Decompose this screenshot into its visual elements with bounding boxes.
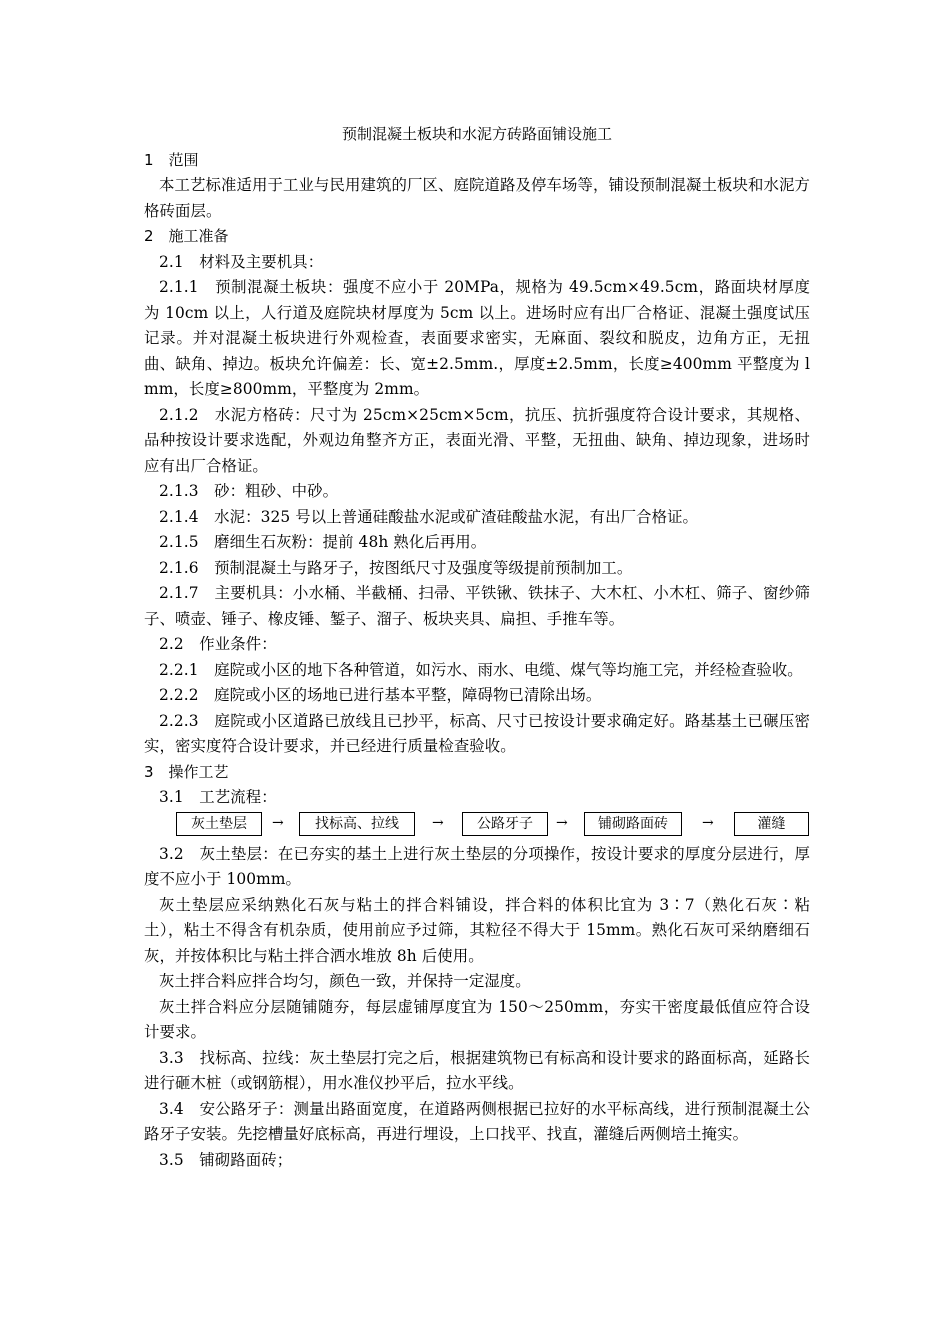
section-2-heading: 2 施工准备 [144, 227, 229, 245]
item-3-2: 3.2 灰土垫层：在已夯实的基土上进行灰土垫层的分项操作，按设计要求的厚度分层进行，厚度不应小于 100mm。 [144, 844, 810, 888]
subsection-2-2-heading: 2.2 作业条件： [159, 635, 277, 653]
subsection-3-1-heading: 3.1 工艺流程： [159, 788, 277, 806]
item-2-1-5: 2.1.5 磨细生石灰粉：提前 48h 熟化后再用。 [159, 533, 487, 551]
section-1-heading: 1 范围 [144, 150, 199, 169]
flow-arrow: → [556, 814, 568, 831]
item-2-2-2: 2.2.2 庭院或小区的场地已进行基本平整，障碍物已清除出场。 [159, 686, 602, 704]
flow-step-box: 铺砌路面砖 [584, 812, 682, 836]
item-2-1-6: 2.1.6 预制混凝土与路牙子，按图纸尺寸及强度等级提前预制加工。 [159, 558, 633, 577]
subsection-2-1-heading: 2.1 材料及主要机具： [159, 252, 324, 271]
item-2-1-2: 2.1.2 水泥方格砖：尺寸为 25cm×25cm×5cm，抗压、抗折强度符合设计要求，其规格、品种按设计要求选配，外观边角整齐方正，表面光滑、平整，无扭曲、缺角、掉边现象，进场时应有出厂合格证。 [144, 405, 810, 475]
document-title: 预制混凝土板块和水泥方砖路面铺设施工 [341, 125, 612, 143]
flow-step-box: 公路牙子 [462, 812, 548, 836]
section-3-heading: 3 操作工艺 [144, 762, 229, 781]
item-3-4: 3.4 安公路牙子：测量出路面宽度，在道路两侧根据已拉好的水平标高线，进行预制混凝土公路牙子安装。先挖槽量好底标高，再进行埋设，上口找平、找直，灌缝后两侧培土掩实。 [144, 1099, 810, 1143]
flow-step-box: 灰土垫层 [176, 812, 262, 836]
section-1-paragraph: 本工艺标准适用于工业与民用建筑的厂区、庭院道路及停车场等，铺设预制混凝土板块和水泥方格砖面层。 [144, 176, 810, 220]
item-2-2-3: 2.2.3 庭院或小区道路已放线且已抄平，标高、尺寸已按设计要求确定好。路基基土已碾压密实，密实度符合设计要求，并已经进行质量检查验收。 [144, 711, 810, 755]
item-2-1-7: 2.1.7 主要机具：小水桶、半截桶、扫帚、平铁锹、铁抹子、大木杠、小木杠、筛子、窗纱筛子、喷壶、锤子、橡皮锤、錾子、溜子、板块夹具、扁担、手推车等。 [144, 584, 810, 628]
flow-arrow: → [432, 814, 444, 831]
process-flow-diagram [144, 812, 810, 842]
item-2-2-1: 2.2.1 庭院或小区的地下各种管道，如污水、雨水、电缆、煤气等均施工完，并经检查验收。 [159, 660, 803, 679]
flow-step-box: 灌缝 [734, 812, 809, 836]
item-3-3: 3.3 找标高、拉线：灰土垫层打完之后，根据建筑物已有标高和设计要求的路面标高，延路长进行砸木桩（或钢筋棍），用水准仪抄平后，拉水平线。 [144, 1048, 810, 1092]
item-2-1-1: 2.1.1 预制混凝土板块：强度不应小于 20MPa，规格为 49.5cm×49.5cm，路面块材厚度为 10cm 以上，人行道及庭院块材厚度为 5cm 以上。进场时应有出厂合格证、混凝土强度试压记录。并对混凝土板块进行外观检查，表面要求密实，无麻面、裂纹和脱皮，边角方正，无扭曲、缺角、掉边。板块允许偏差：长、宽±2.5mm.，厚度±2.5mm，长度≥400mm 平整度为 lmm，长度≥800mm，平整度为 2mm。 [144, 278, 810, 398]
flow-arrow: → [702, 814, 714, 831]
item-3-2-paragraph-b: 灰土垫层应采纳熟化石灰与粘土的拌合料铺设，拌合料的体积比宜为 3∶7（熟化石灰∶粘土），粘土不得含有机杂质，使用前应予过筛，其粒径不得大于 15mm。熟化石灰可采纳磨细石灰，并按体积比与粘土拌合洒水堆放 8h 后使用。 [144, 895, 810, 965]
item-2-1-4: 2.1.4 水泥：325 号以上普通硅酸盐水泥或矿渣硅酸盐水泥，有出厂合格证。 [159, 507, 699, 526]
flow-arrow: → [272, 814, 284, 831]
item-2-1-3: 2.1.3 砂：粗砂、中砂。 [159, 482, 339, 500]
subsection-3-5-heading: 3.5 铺砌路面砖； [159, 1150, 293, 1169]
item-3-2-paragraph-d: 灰土拌合料应分层随铺随夯，每层虚铺厚度宜为 150～250mm，夯实干密度最低值应符合设计要求。 [144, 997, 810, 1041]
item-3-2-paragraph-c: 灰土拌合料应拌合均匀，颜色一致，并保持一定湿度。 [159, 972, 531, 990]
document-page [144, 122, 810, 1173]
flow-step-box: 找标高、拉线 [299, 812, 415, 836]
